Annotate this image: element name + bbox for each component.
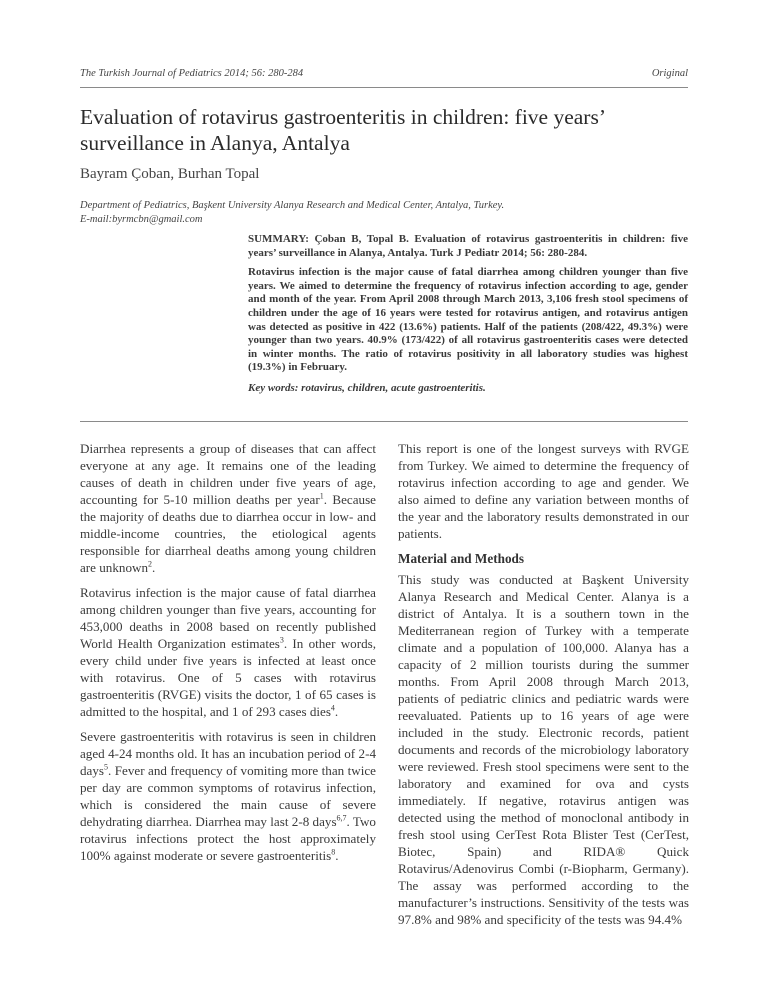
paragraph: Severe gastroenteritis with rotavirus is seen in children aged 4-24 months old. It has an incubation period of 2-4 days$^5$. Fever and frequency of vomiting more than twice per day are common symptoms of rotavirus infection, which is considered the main cause of severe dehydrating diarrhea. Diarrhea may last 2-8 days$^{6,7}$. Two rotavirus infections protect the host approximately 100% against moderate or severe gastroenteritis$^8$. xyxy=(80,729,376,863)
citation-ref: 8 xyxy=(331,847,336,857)
summary-citation: SUMMARY: Çoban B, Topal B. Evaluation of rotavirus gastroenteritis in children: five years’ surveillance in Alanya, Antalya. Turk J Pediatr 2014; 56: 280-284. xyxy=(248,233,688,259)
paragraph: Rotavirus infection is the major cause of fatal diarrhea among children younger than five years, accounting for 453,000 deaths in 2008 based on recently published World Health Organization estimates$^3$. In other words, every child under five years is infected at least once with rotavirus. One of 5 cases with rotavirus gastroenteritis (RVGE) visits the doctor, 1 of 65 cases is admitted to the hospital, and 1 of 293 cases dies$^4$. xyxy=(80,585,376,719)
running-header xyxy=(80,68,688,79)
body-column-right xyxy=(398,440,689,936)
summary-divider xyxy=(80,421,688,422)
body-column-left xyxy=(80,440,376,872)
header-divider xyxy=(80,87,688,88)
affiliation: Department of Pediatrics, Başkent University Alanya Research and Medical Center, Antalya, Turkey. xyxy=(80,200,505,211)
methods-paragraph: This study was conducted at Başkent University Alanya Research and Medical Center. Alanya is a district of Antalya. It is a southern town in the Mediterranean region of Turkey with a temperate climate and a population of 100,000. Alanya has a capacity of 2 million tourists during the summer months. From April 2008 through March 2013, patients of pediatric clinics and pediatric wards were reevaluated. Patients up to 16 years of age were included in the study. Electronic records, patient documents and records of the microbiology laboratory were reviewed. Fresh stool specimens were sent to the laboratory and examined for ova and cysts immediately. If negative, rotavirus antigen was detected using the method of monoclonal antibody in fresh stool using CerTest Rota Blister Test (CerTest, Biotec, Spain) and RIDA® Quick Rotavirus/Adenovirus Combi (r-Biopharm, Germany). The assay was performed according to the manufacturer’s instructions. Sensitivity of the tests was 97.8% and 98% and specificity of the tests was 94.4% xyxy=(398,572,689,927)
abstract-text: Rotavirus infection is the major cause of fatal diarrhea among children younger than five years. We aimed to determine the frequency of rotavirus infection according to age, gender and month of the year. From April 2008 through March 2013, 3,106 fresh stool specimens of children under the age of 16 years were tested for rotavirus antigen, and rotavirus antigen was detected as positive in 422 (13.6%) patients. Half of the patients (208/422, 49.3%) were younger than two years. 40.9% (173/422) of all rotavirus gastroenteritis cases were detected in winter months. The ratio of rotavirus positivity in all laboratory studies was highest (19.3%) in February. xyxy=(248,266,688,374)
citation-ref: 2 xyxy=(148,559,152,569)
intro-paragraph: This report is one of the longest surveys with RVGE from Turkey. We aimed to determine the frequency of rotavirus infection according to age and gender. We also aimed to define any variation between months of the year and the laboratory results demonstrated in our patients. xyxy=(398,441,689,541)
journal-citation: The Turkish Journal of Pediatrics 2014; 56: 280-284 xyxy=(80,68,304,79)
abstract-summary xyxy=(248,233,688,402)
paragraph: Diarrhea represents a group of diseases that can affect everyone at any age. It remains one of the leading causes of death in children under five years of age, accounting for 5-10 million deaths per year$^1$. Because the majority of deaths due to diarrhea occur in low- and middle-income countries, the etiological agents responsible for diarrheal deaths among young children are unknown$^2$. xyxy=(80,441,376,575)
corresponding-email: E-mail:byrmcbn@gmail.com xyxy=(80,214,203,225)
article-title: Evaluation of rotavirus gastroenteritis in children: five years’ surveillance in Alanya, Antalya xyxy=(80,105,605,155)
citation-ref: 6,7 xyxy=(336,813,347,823)
article-type: Original xyxy=(651,68,688,79)
citation-ref: 5 xyxy=(104,762,109,772)
section-heading-methods: Material and Methods xyxy=(398,551,525,566)
citation-ref: 1 xyxy=(319,491,324,501)
citation-ref: 4 xyxy=(330,703,335,713)
author-list: Bayram Çoban, Burhan Topal xyxy=(80,166,260,182)
keywords: Key words: rotavirus, children, acute gastroenteritis. xyxy=(248,381,486,394)
affiliation-block xyxy=(80,199,504,227)
citation-ref: 3 xyxy=(279,635,284,645)
